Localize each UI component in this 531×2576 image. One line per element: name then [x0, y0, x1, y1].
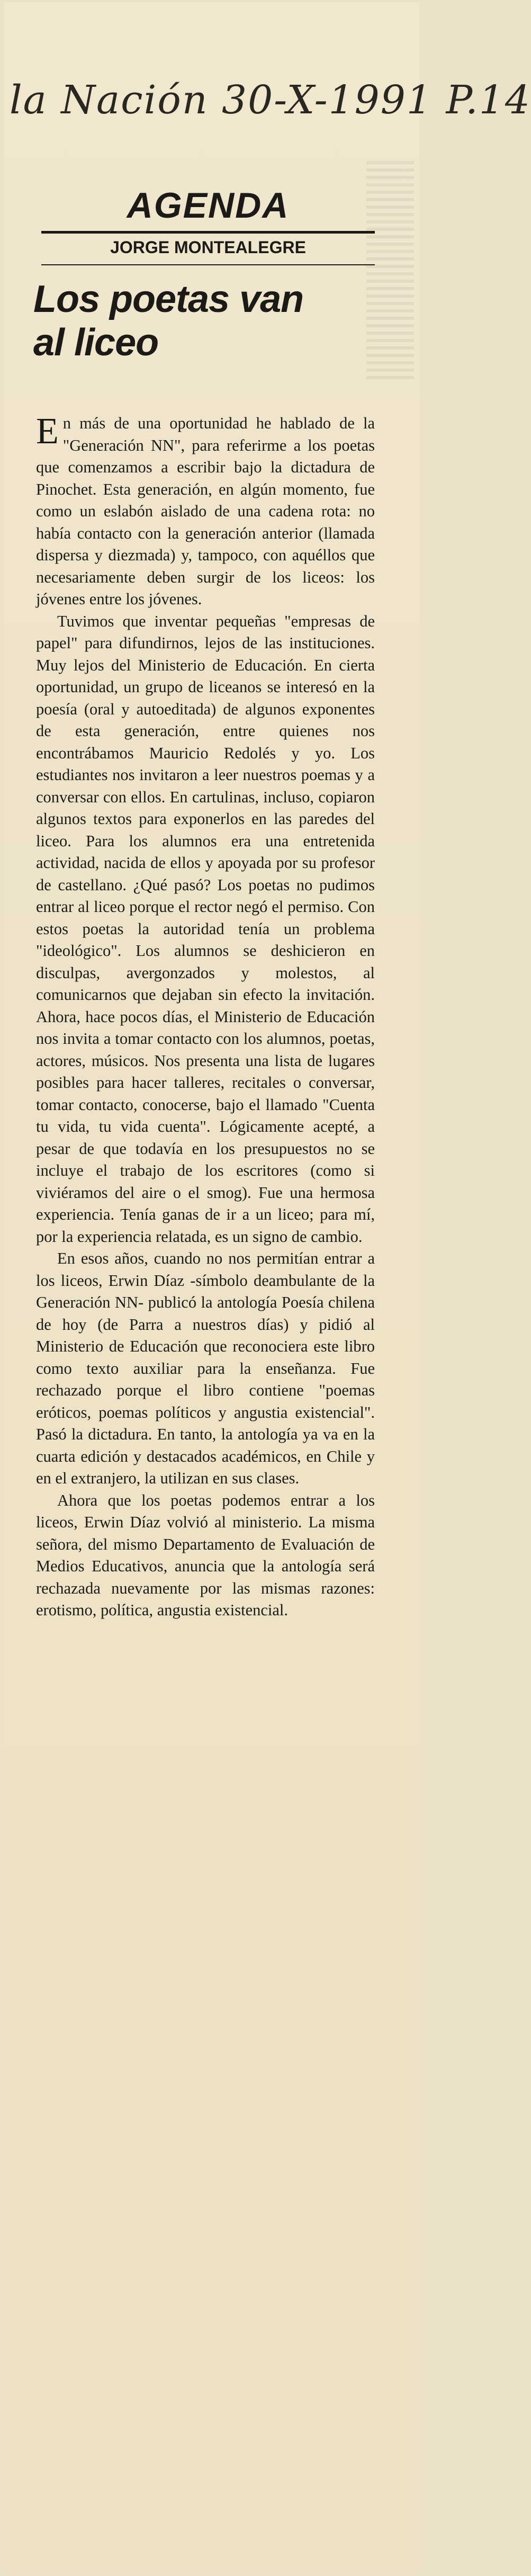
handwritten-annotation: la Nación 30-X-1991 P.14	[10, 77, 531, 123]
byline-rule	[41, 264, 375, 265]
paragraph-4: Ahora que los poetas podemos entrar a los liceos, Erwin Díaz volvió al ministerio. La misma señora, del mismo Departamento de Evaluación de Medios Educativos, anuncia que la antología será rechazada nuevamente por las mismas razones: erotismo, política, angustia existencial.	[36, 1491, 375, 1619]
paragraph-1: En más de una oportunidad he hablado de la "Generación NN", para referirme a los poetas que comenzamos a escribir bajo la dictadura de Pinochet. Esta generación, en algún momento, fue como un eslabón aislado de una cadena rota: no había contacto con la generación anterior (llamada dispersa y diezmada) y, tampoco, con aquéllos que necesariamente deben surgir de los liceos: los jóvenes entre los jóvenes.	[36, 411, 375, 608]
section-rule	[41, 231, 375, 234]
headline-line-1: Los poetas van	[33, 278, 304, 320]
section-label: AGENDA	[127, 185, 290, 226]
newspaper-clipping	[4, 2, 531, 2574]
bleed-through-texture	[366, 161, 414, 383]
headline-line-2: al liceo	[33, 321, 159, 364]
paragraph-3: En esos años, cuando no nos permitían entrar a los liceos, Erwin Díaz -símbolo deambulante de la Generación NN- publicó la antología Poesía chilena de hoy (de Parra a nuestros días) y pidió al Ministerio de Educación que reconociera este libro como texto auxiliar para la enseñanza. Fue rechazado porque el libro contiene "poemas eróticos, poemas políticos y angustia existencial". Pasó la dictadura. En tanto, la antología ya va en la cuarta edición y destacados académicos, en Chile y en el extranjero, la utilizan en sus clases.	[36, 1249, 375, 1487]
drop-cap: E	[36, 411, 59, 452]
article-headline	[33, 278, 330, 364]
paragraph-2: Tuvimos que inventar pequeñas "empresas de papel" para difundirnos, lejos de las instituciones. Muy lejos del Ministerio de Educación. En cierta oportunidad, un grupo de liceanos se interesó en la poesía (oral y autoeditada) de algunos exponentes de esta generación, entre quienes nos encontrábamos Mauricio Redolés y yo. Los estudiantes nos invitaron a leer nuestros poemas y a conversar con ellos. En cartulinas, incluso, copiaron algunos textos para exponerlos en las paredes del liceo. Para los alumnos era una entretenida actividad, nacida de ellos y apoyada por su profesor de castellano. ¿Qué pasó? Los poetas no pudimos entrar al liceo porque el rector negó el permiso. Con estos poetas la autoridad tenía un problema "ideológico". Los alumnos se deshicieron en disculpas, avergonzados y molestos, al comunicarnos que dejaban sin efecto la invitación. Ahora, hace pocos días, el Ministerio de Educación nos invita a tomar contacto con los alumnos, poetas, actores, músicos. Nos presenta una lista de lugares posibles para hacer talleres, recitales o conversar, tomar contacto, conocerse, bajo el llamado "Cuenta tu vida, tu vida cuenta". Lógicamente acepté, a pesar de que todavía en los presupuestos no se incluye el trabajo de los escritores (como si viviéramos del aire o el smog). Fue una hermosa experiencia. Tenía ganas de ir a un liceo; para mí, por la experiencia relatada, es un signo de cambio.	[36, 612, 375, 1246]
author-byline: JORGE MONTEALEGRE	[110, 238, 306, 257]
article-body	[36, 413, 375, 1622]
